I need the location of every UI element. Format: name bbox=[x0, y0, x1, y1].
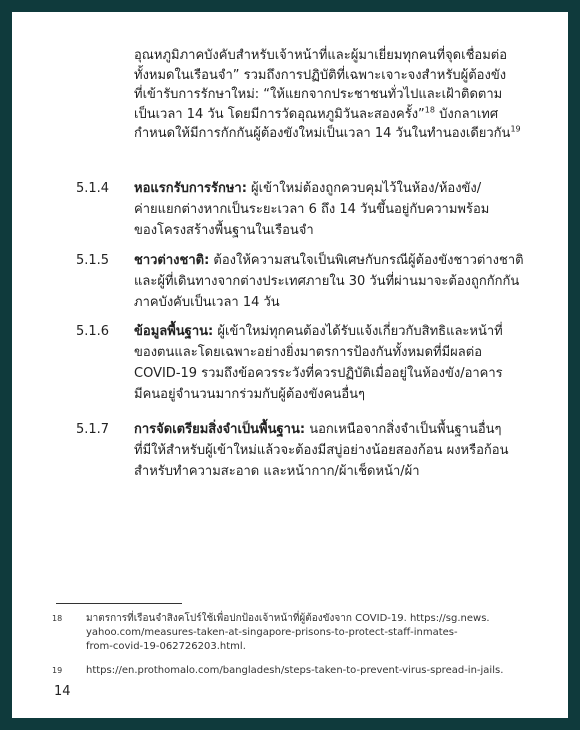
footnote-number: 18 bbox=[52, 614, 63, 623]
intro-line bbox=[134, 105, 544, 125]
section-content bbox=[134, 178, 544, 241]
section-line bbox=[134, 250, 544, 271]
footnote-text bbox=[86, 612, 544, 654]
section-content bbox=[134, 250, 544, 313]
section-line bbox=[134, 178, 544, 199]
section-number: 5.1.6 bbox=[76, 324, 110, 339]
section-line: สำหรับทำความสะอาด และหน้ากาก/ผ้าเช็ดหน้า/ผ้า bbox=[134, 464, 420, 479]
section-line: ที่มีให้สำหรับผู้เข้าใหม่แล้วจะต้องมีสบู่อย่างน้อยสองก้อน ผงหรือก้อน bbox=[134, 443, 509, 458]
section-heading: ข้อมูลพื้นฐาน: bbox=[134, 324, 214, 339]
section-line: ของโครงสร้างพื้นฐานในเรือนจำ bbox=[134, 223, 314, 238]
intro-paragraph bbox=[134, 46, 544, 144]
document-page bbox=[12, 12, 568, 718]
footnote-ref: 18 bbox=[424, 105, 435, 115]
footnote-line: yahoo.com/measures-taken-at-singapore-prisons-to-protect-staff-inmates- bbox=[86, 627, 458, 638]
footnote-ref: 19 bbox=[510, 124, 521, 134]
section-number: 5.1.4 bbox=[76, 181, 110, 196]
section-line: COVID-19 รวมถึงข้อควรระวังที่ควรปฏิบัติเมื่ออยู่ในห้องขัง/อาคาร bbox=[134, 366, 503, 381]
section-line-text: ผู้เข้าใหม่ต้องถูกควบคุมไว้ในห้อง/ห้องขัง/ bbox=[246, 181, 482, 196]
intro-line-text: กำหนดให้มีการกักกันผู้ต้องขังใหม่เป็นเวลา 14 วันในทำนองเดียวกัน bbox=[134, 126, 511, 141]
footnote-line: มาตรการที่เรือนจำสิงคโปร์ใช้เพื่อปกป้องเจ้าหน้าที่ผู้ต้องขังจาก COVID-19. https://sg.news. bbox=[86, 613, 490, 624]
intro-line-text: เป็นเวลา 14 วัน โดยมีการวัดอุณหภูมิวันละสองครั้ง” bbox=[134, 106, 425, 122]
intro-line bbox=[134, 124, 544, 144]
intro-line: ทั้งหมดในเรือนจำ” รวมถึงการปฏิบัติที่เฉพาะเจาะจงสำหรับผู้ต้องขัง bbox=[134, 67, 507, 83]
section-line: ภาคบังคับเป็นเวลา 14 วัน bbox=[134, 295, 280, 310]
section-line-text: ผู้เข้าใหม่ทุกคนต้องได้รับแจ้งเกี่ยวกับสิทธิและหน้าที่ bbox=[213, 324, 503, 339]
section-line bbox=[134, 321, 544, 342]
section-line-text: ต้องให้ความสนใจเป็นพิเศษกับกรณีผู้ต้องขังชาวต่างชาติ bbox=[209, 253, 524, 268]
section-line: ของตนและโดยเฉพาะอย่างยิ่งมาตรการป้องกันทั้งหมดที่มีผลต่อ bbox=[134, 345, 483, 360]
intro-line-tail: บังกลาเทศ bbox=[434, 106, 499, 122]
section-number: 5.1.5 bbox=[76, 253, 110, 268]
section-line: มีคนอยู่จำนวนมากร่วมกับผู้ต้องขังคนอื่นๆ bbox=[134, 387, 365, 402]
section-heading: หอแรกรับการรักษา: bbox=[134, 181, 247, 196]
section-line bbox=[134, 419, 544, 440]
section-line: ค่ายแยกต่างหากเป็นระยะเวลา 6 ถึง 14 วันขึ้นอยู่กับความพร้อม bbox=[134, 202, 490, 217]
section-content bbox=[134, 321, 544, 405]
section-heading: ชาวต่างชาติ: bbox=[134, 253, 210, 268]
section-number: 5.1.7 bbox=[76, 422, 110, 437]
footnote-divider bbox=[56, 603, 182, 604]
page-number: 14 bbox=[54, 684, 71, 699]
section-heading: การจัดเตรียมสิ่งจำเป็นพื้นฐาน: bbox=[134, 422, 306, 437]
intro-line: อุณหภูมิภาคบังคับสำหรับเจ้าหน้าที่และผู้มาเยี่ยมทุกคนที่จุดเชื่อมต่อ bbox=[134, 48, 508, 63]
section-line: และผู้ที่เดินทางจากต่างประเทศภายใน 30 วันที่ผ่านมาจะต้องถูกกักกัน bbox=[134, 274, 520, 289]
footnote-line: https://en.prothomalo.com/bangladesh/steps-taken-to-prevent-virus-spread-in-jails. bbox=[86, 665, 504, 676]
section-line-text: นอกเหนือจากสิ่งจำเป็นพื้นฐานอื่นๆ bbox=[305, 422, 502, 437]
section-content bbox=[134, 419, 544, 482]
intro-line: ที่เข้ารับการรักษาใหม่: “ให้แยกจากประชาชนทั่วไปและเฝ้าติดตาม bbox=[134, 87, 503, 102]
footnote-number: 19 bbox=[52, 666, 63, 675]
footnote-line: from-covid-19-062726203.html. bbox=[86, 641, 246, 652]
footnote-text bbox=[86, 664, 544, 678]
